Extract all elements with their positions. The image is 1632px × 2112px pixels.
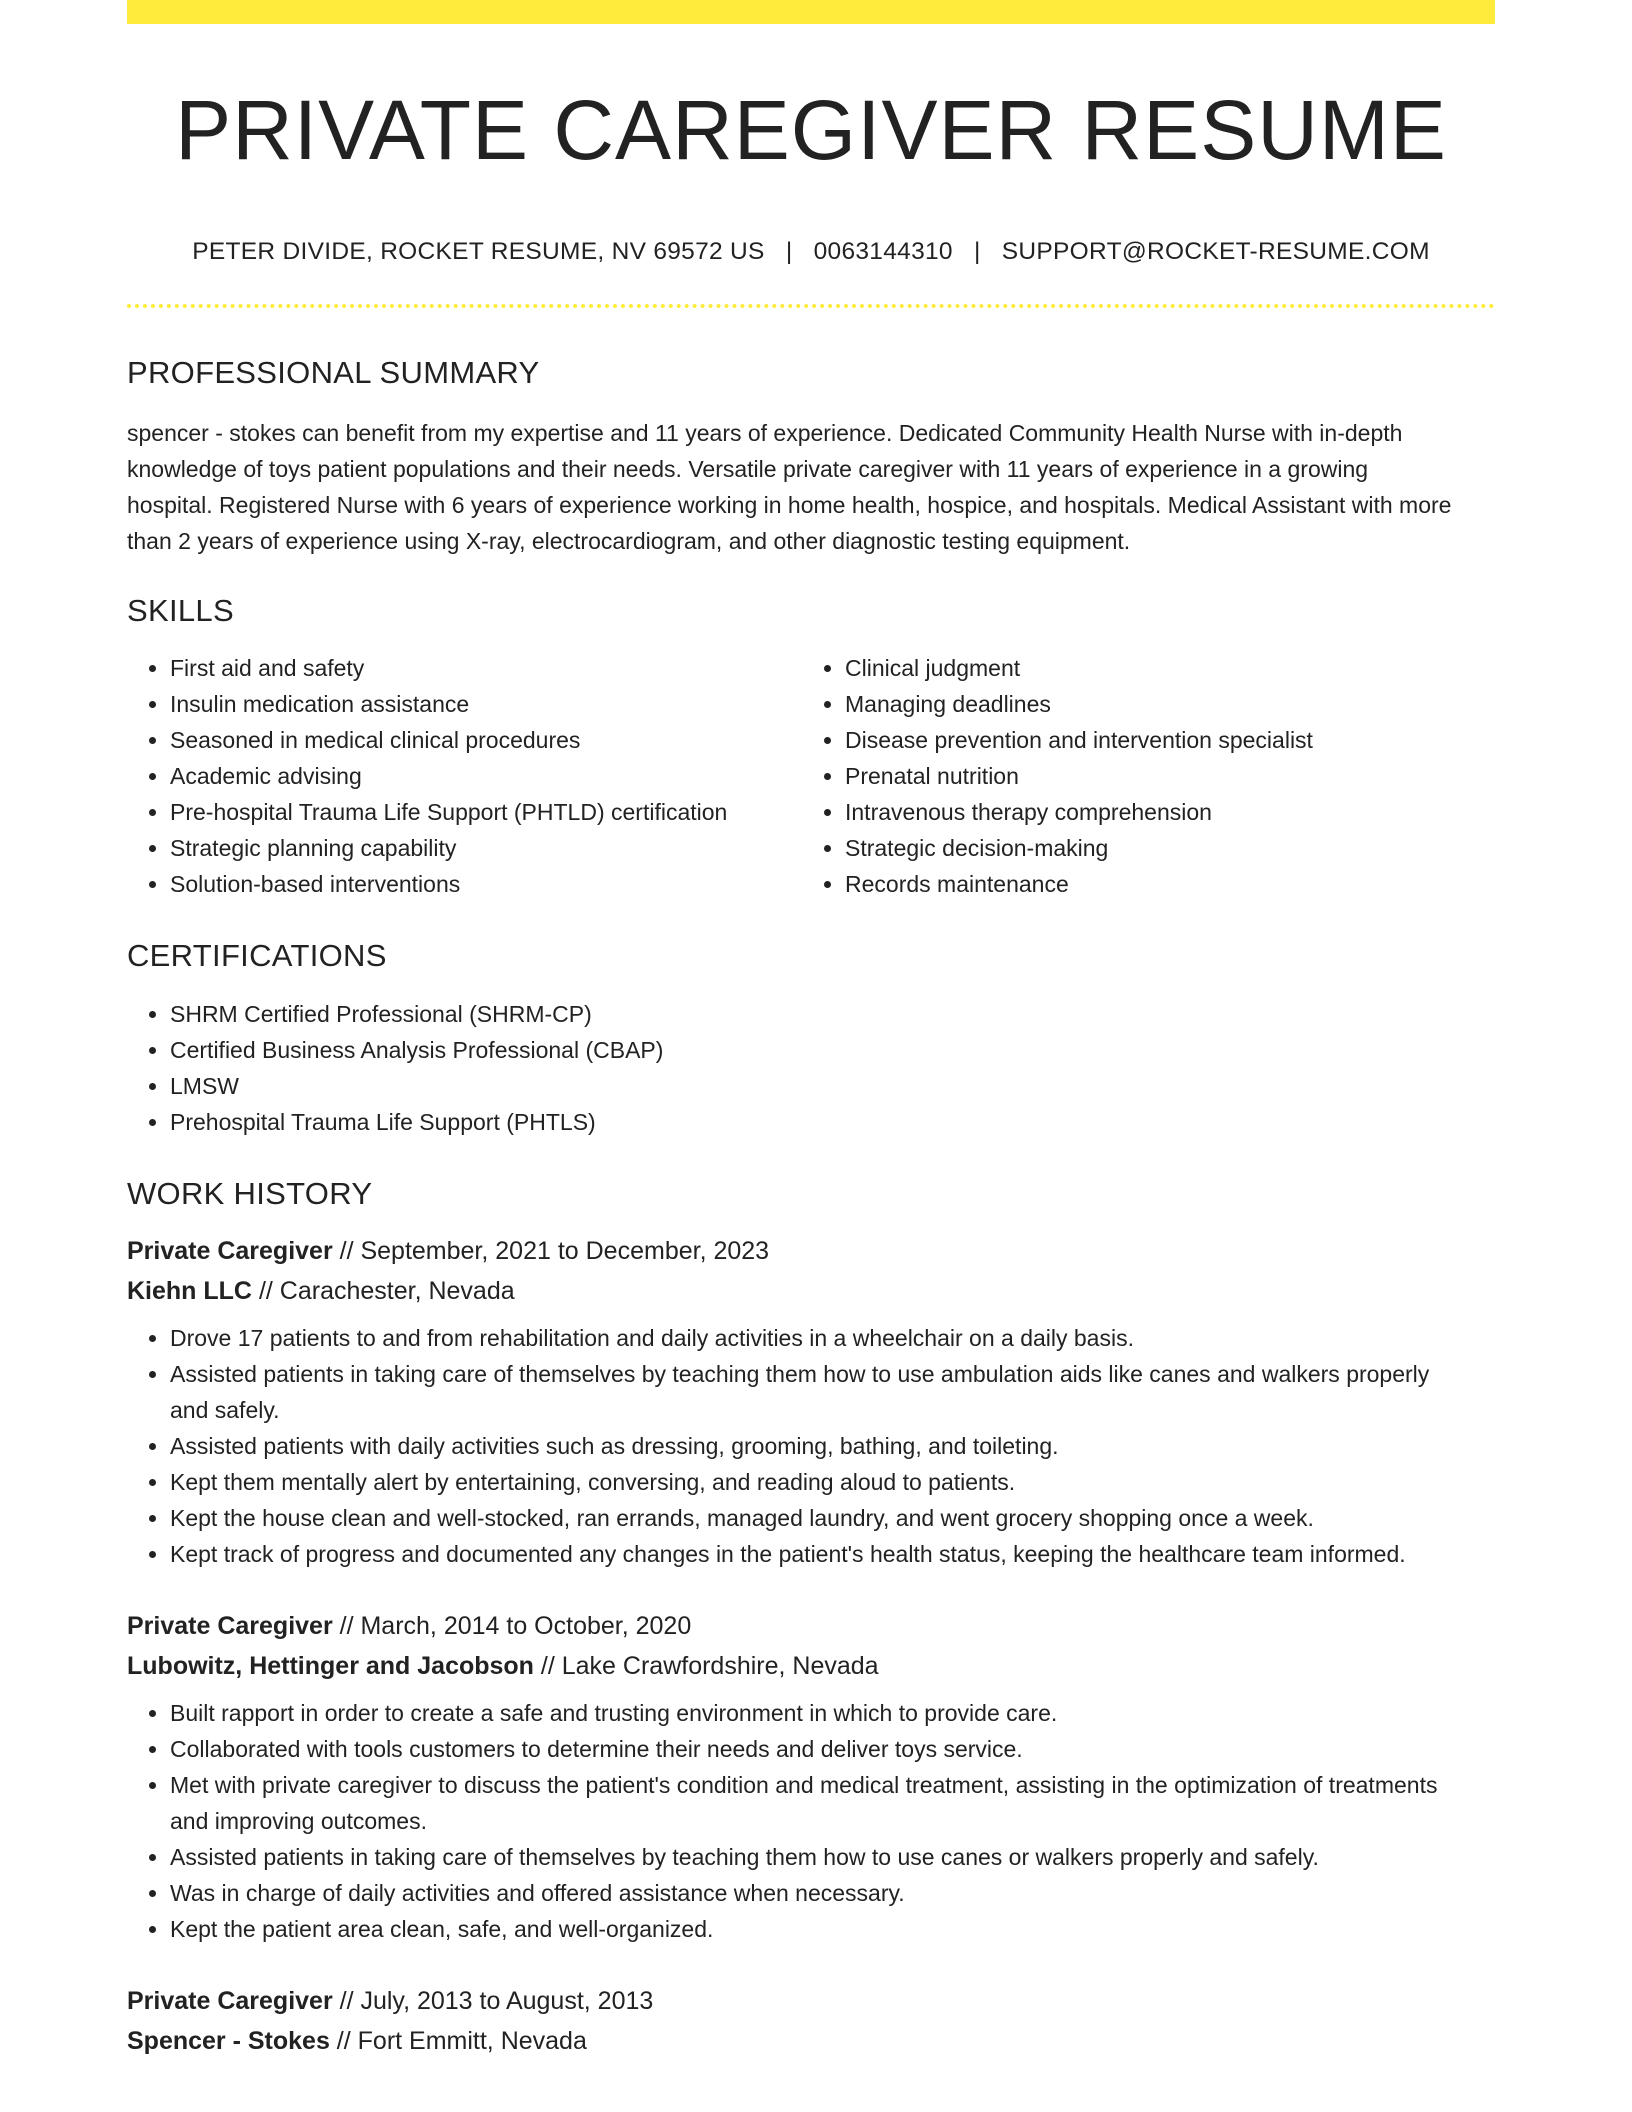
job-bullet: • Collaborated with tools customers to determine their needs and deliver toys service. [170, 1731, 1455, 1767]
certification-item: • SHRM Certified Professional (SHRM-CP) [170, 996, 1455, 1032]
job-title-line [127, 1606, 1495, 1646]
contact-line [127, 238, 1495, 266]
job-company-line [127, 2021, 1495, 2061]
certification-item: • Prehospital Trauma Life Support (PHTLS) [170, 1104, 1455, 1140]
job-bullet: • Kept track of progress and documented any changes in the patient's health status, keeping the healthcare team informed. [170, 1536, 1455, 1572]
job-entry [127, 1981, 1495, 2061]
skill-item: • Records maintenance [845, 866, 1492, 902]
skill-item: • Strategic planning capability [170, 830, 802, 866]
skill-item: • Seasoned in medical clinical procedures [170, 722, 802, 758]
job-bullets [127, 1695, 1495, 1947]
job-location: // Fort Emmitt, Nevada [329, 2027, 587, 2056]
contact-separator: | [973, 238, 981, 266]
job-bullet: • Was in charge of daily activities and offered assistance when necessary. [170, 1875, 1455, 1911]
job-company: Kiehn LLC [127, 1277, 252, 1306]
job-bullet: • Assisted patients with daily activities such as dressing, grooming, bathing, and toileting. [170, 1428, 1455, 1464]
job-bullet: • Kept them mentally alert by entertaining, conversing, and reading aloud to patients. [170, 1464, 1455, 1500]
skill-item: • Disease prevention and intervention specialist [845, 722, 1492, 758]
job-company-line [127, 1646, 1495, 1686]
resume-page [127, 0, 1495, 2112]
certifications-heading: CERTIFICATIONS [127, 938, 387, 974]
job-bullet: • Drove 17 patients to and from rehabilitation and daily activities in a wheelchair on a daily basis. [170, 1320, 1455, 1356]
job-title-line [127, 1231, 1495, 1271]
job-dates: // September, 2021 to December, 2023 [332, 1237, 770, 1266]
job-bullet: • Built rapport in order to create a safe and trusting environment in which to provide care. [170, 1695, 1455, 1731]
summary-text: spencer - stokes can benefit from my expertise and 11 years of experience. Dedicated Community Health Nurse with in-depth knowledge of toys patient populations and their needs. Versatile private caregiver with 11 years of experience in a growing hospital. Registered Nurse with 6 years of experience working in home health, hospice, and hospitals. Medical Assistant with more than 2 years of experience using X-ray, electrocardiogram, and other diagnostic testing equipment. [127, 420, 1452, 555]
dotted-divider [127, 304, 1495, 308]
job-company-line [127, 1271, 1495, 1311]
skills-grid [127, 650, 1495, 902]
skill-item: • First aid and safety [170, 650, 802, 686]
skill-item: • Strategic decision-making [845, 830, 1492, 866]
work-history-heading: WORK HISTORY [127, 1176, 373, 1212]
skill-item: • Pre-hospital Trauma Life Support (PHTLD) certification [170, 794, 802, 830]
skill-item: • Managing deadlines [845, 686, 1492, 722]
skill-item: • Intravenous therapy comprehension [845, 794, 1492, 830]
job-bullets [127, 1320, 1495, 1572]
certifications-list [127, 996, 1495, 1140]
job-dates: // July, 2013 to August, 2013 [332, 1987, 654, 2016]
job-bullet: • Assisted patients in taking care of themselves by teaching them how to use ambulation aids like canes and walkers properly and safely. [170, 1356, 1455, 1428]
skill-item: • Insulin medication assistance [170, 686, 802, 722]
summary-heading: PROFESSIONAL SUMMARY [127, 355, 540, 391]
job-location: // Carachester, Nevada [252, 1277, 515, 1306]
contact-phone: 0063144310 [813, 238, 953, 266]
skill-item: • Clinical judgment [845, 650, 1492, 686]
accent-top-bar [127, 0, 1495, 24]
skill-item: • Solution-based interventions [170, 866, 802, 902]
job-entry [127, 1606, 1495, 1947]
job-entry [127, 1231, 1495, 1572]
skills-heading: SKILLS [127, 593, 234, 629]
job-title: Private Caregiver [127, 1237, 333, 1266]
job-company: Spencer - Stokes [127, 2027, 330, 2056]
job-bullet: • Kept the patient area clean, safe, and well-organized. [170, 1911, 1455, 1947]
job-title: Private Caregiver [127, 1987, 333, 2016]
resume-title: PRIVATE CAREGIVER RESUME [175, 83, 1447, 177]
skill-item: • Prenatal nutrition [845, 758, 1492, 794]
contact-separator: | [785, 238, 793, 266]
job-company: Lubowitz, Hettinger and Jacobson [127, 1652, 534, 1681]
contact-email: SUPPORT@ROCKET-RESUME.COM [1001, 238, 1430, 266]
job-bullet: • Assisted patients in taking care of themselves by teaching them how to use canes or walkers properly and safely. [170, 1839, 1455, 1875]
job-bullet: • Kept the house clean and well-stocked, ran errands, managed laundry, and went grocery shopping once a week. [170, 1500, 1455, 1536]
contact-address: PETER DIVIDE, ROCKET RESUME, NV 69572 US [192, 238, 765, 266]
job-bullet: • Met with private caregiver to discuss the patient's condition and medical treatment, assisting in the optimization of treatments and improving outcomes. [170, 1767, 1455, 1839]
skills-list-right [802, 650, 1492, 902]
certification-item: • LMSW [170, 1068, 1455, 1104]
certification-item: • Certified Business Analysis Professional (CBAP) [170, 1032, 1455, 1068]
job-dates: // March, 2014 to October, 2020 [332, 1612, 692, 1641]
skills-list-left [127, 650, 802, 902]
skill-item: • Academic advising [170, 758, 802, 794]
job-location: // Lake Crawfordshire, Nevada [533, 1652, 879, 1681]
job-title-line [127, 1981, 1495, 2021]
job-title: Private Caregiver [127, 1612, 333, 1641]
